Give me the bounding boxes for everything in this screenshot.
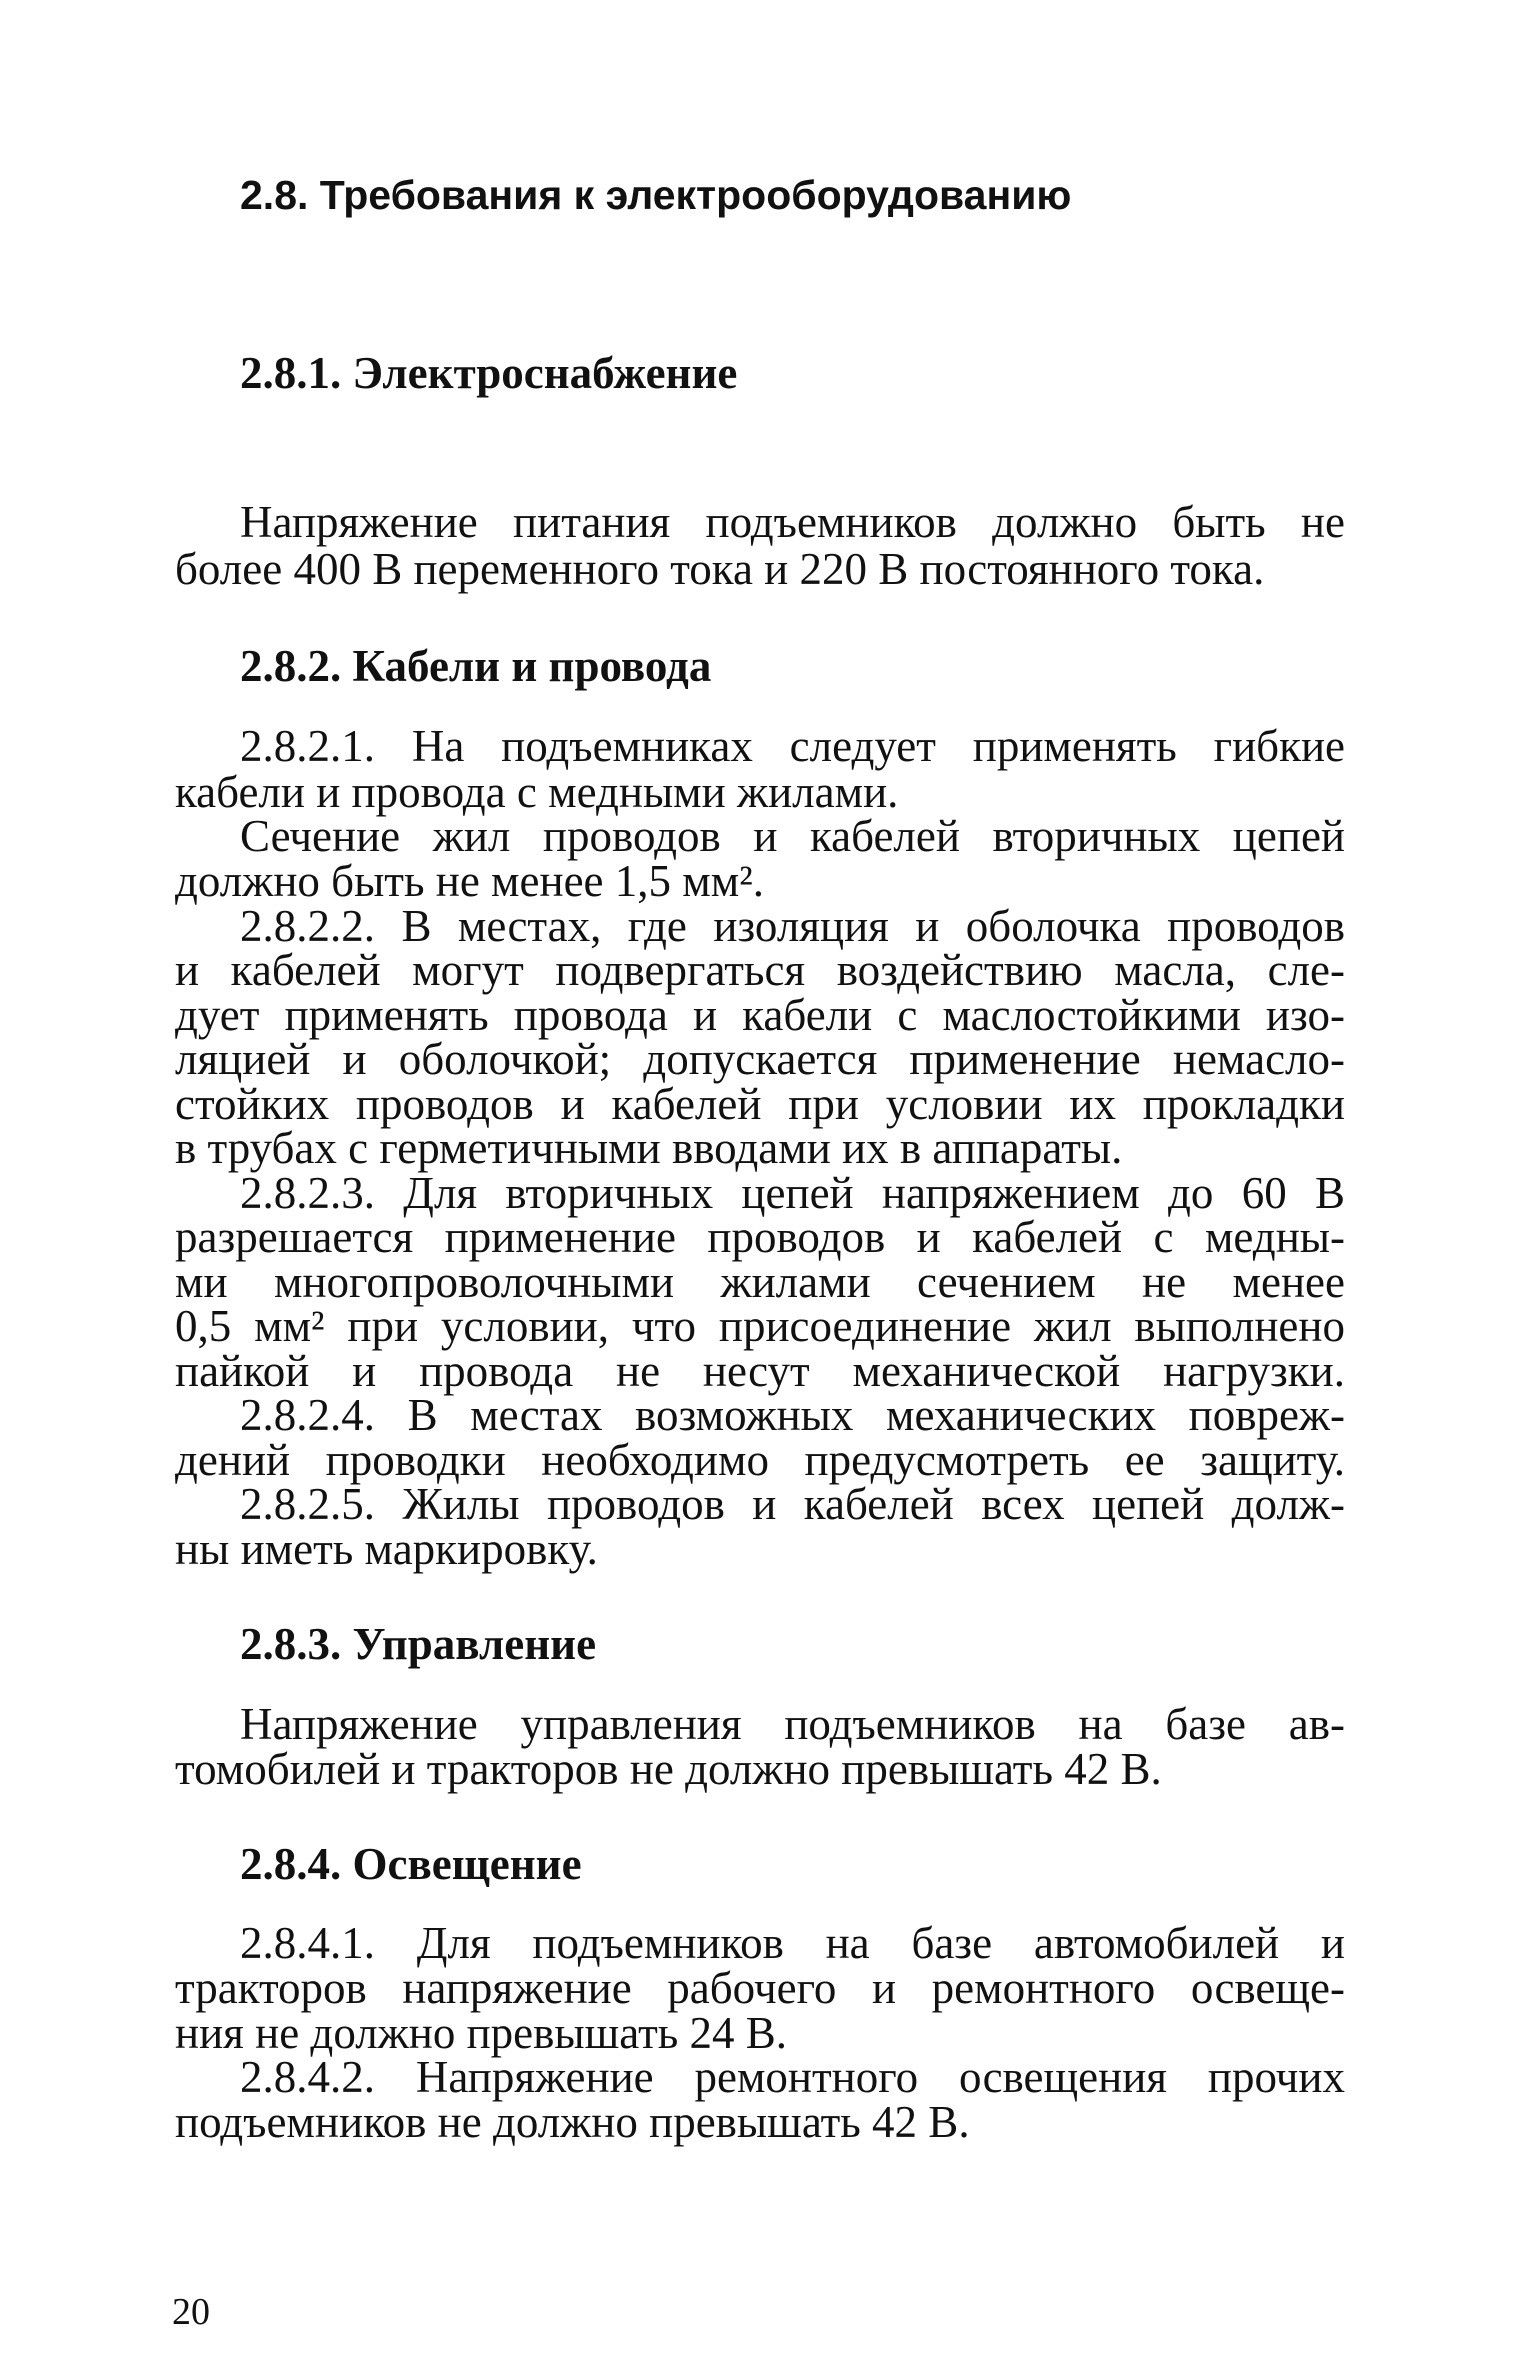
- control-line: Напряжение управления подъемников на базе ав-: [240, 1699, 1345, 1749]
- control-line: томобилей и тракторов не должно превышать 42 В.: [175, 1744, 1162, 1794]
- page-number: 20: [172, 2291, 210, 2333]
- power-supply-line-2: более 400 В переменного тока и 220 В постоянного тока.: [175, 544, 1265, 594]
- cables-line: ны иметь маркировку.: [175, 1524, 598, 1574]
- cables-line: 2.8.2.4. В местах возможных механических повреж-: [240, 1390, 1345, 1440]
- power-supply-heading: 2.8.1. Электроснабжение: [240, 348, 738, 398]
- lighting-line: 2.8.4.2. Напряжение ремонтного освещения прочих: [240, 2052, 1345, 2102]
- power-supply-line-1: Напряжение питания подъемников должно быть не: [240, 497, 1345, 547]
- cables-line: стойких проводов и кабелей при условии их прокладки: [175, 1079, 1345, 1129]
- cables-line: 0,5 мм² при условии, что присоединение жил выполнено: [175, 1301, 1345, 1351]
- cables-line: дений проводки необходимо предусмотреть ее защиту.: [175, 1435, 1345, 1485]
- cables-line: в трубах с герметичными вводами их в аппараты.: [175, 1123, 1123, 1173]
- lighting-heading: 2.8.4. Освещение: [240, 1839, 582, 1889]
- lighting-line: тракторов напряжение рабочего и ремонтного освеще-: [175, 1963, 1345, 2013]
- section-heading: 2.8. Требования к электрооборудованию: [240, 172, 1072, 218]
- lighting-line: подъемников не должно превышать 42 В.: [175, 2097, 970, 2147]
- cables-line: ляцией и оболочкой; допускается применение немасло-: [175, 1034, 1345, 1084]
- cables-line: ми многопроволочными жилами сечением не менее: [175, 1257, 1345, 1307]
- cables-line: дует применять провода и кабели с маслостойкими изо-: [175, 990, 1345, 1040]
- cables-line: 2.8.2.2. В местах, где изоляция и оболочка проводов: [240, 901, 1345, 951]
- cables-heading: 2.8.2. Кабели и провода: [240, 641, 712, 691]
- cables-line: 2.8.2.3. Для вторичных цепей напряжением до 60 В: [240, 1168, 1345, 1218]
- lighting-line: ния не должно превышать 24 В.: [175, 2008, 788, 2058]
- cables-line: и кабелей могут подвергаться воздействию масла, сле-: [175, 945, 1345, 995]
- control-heading: 2.8.3. Управление: [240, 1619, 597, 1669]
- cables-line: 2.8.2.5. Жилы проводов и кабелей всех цепей долж-: [240, 1479, 1345, 1529]
- cables-line: должно быть не менее 1,5 мм².: [175, 856, 764, 906]
- cables-line: кабели и провода с медными жилами.: [175, 767, 899, 817]
- cables-line: разрешается применение проводов и кабелей с медны-: [175, 1212, 1345, 1262]
- cables-line: пайкой и провода не несут механической нагрузки.: [175, 1346, 1345, 1396]
- cables-line: Сечение жил проводов и кабелей вторичных цепей: [240, 811, 1345, 861]
- lighting-line: 2.8.4.1. Для подъемников на базе автомобилей и: [240, 1918, 1345, 1968]
- cables-line: 2.8.2.1. На подъемниках следует применять гибкие: [240, 721, 1345, 771]
